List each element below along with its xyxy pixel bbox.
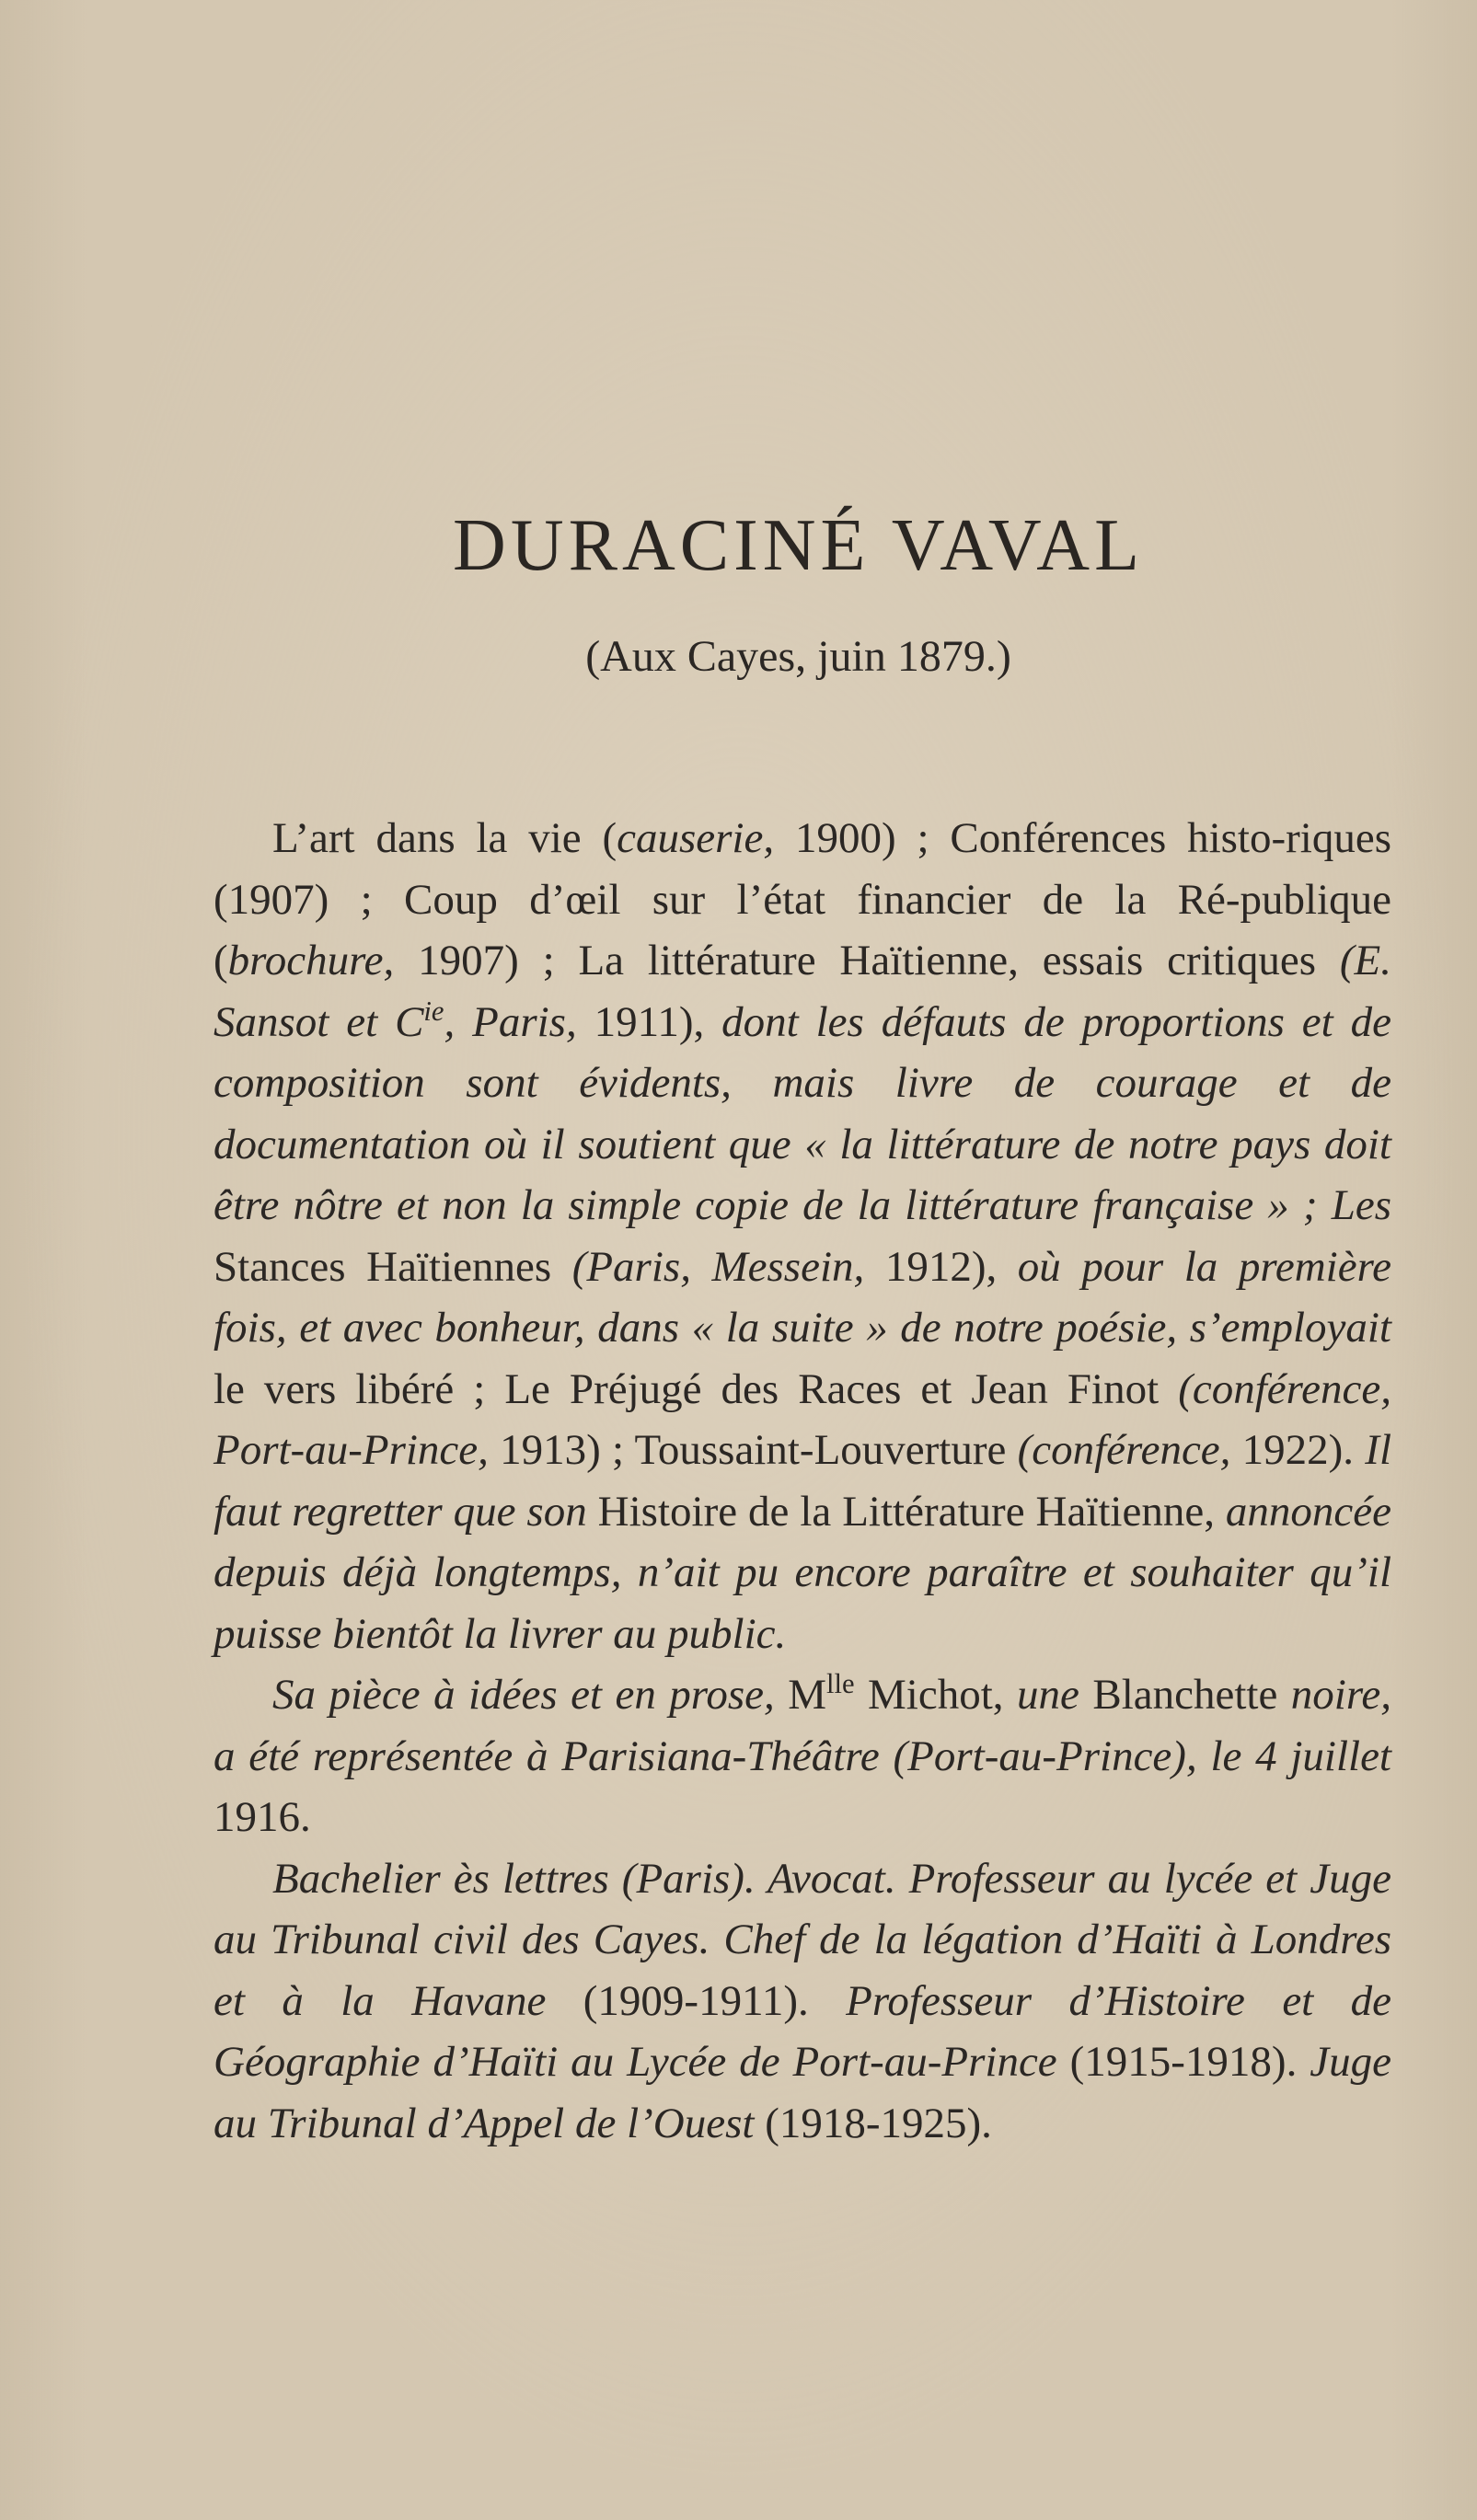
text-run: (1918-1925). bbox=[754, 2099, 992, 2147]
text-run: Professeur d’Histoire et de Géographie d’Haïti au Lycée de Port-au-Prince bbox=[213, 1976, 1392, 2086]
text-run: M bbox=[774, 1671, 826, 1719]
text-run: L’art dans la vie ( bbox=[272, 814, 617, 862]
text-run: , Paris, bbox=[444, 997, 577, 1046]
play-paragraph bbox=[213, 1664, 1391, 1848]
text-run: (conférence, bbox=[1017, 1426, 1231, 1474]
text-run: causerie, bbox=[617, 814, 775, 862]
text-run: ie bbox=[423, 995, 444, 1027]
author-birth: (Aux Cayes, juin 1879.) bbox=[585, 632, 1011, 681]
text-run: le vers libéré ; Le Préjugé des Races et Jean Finot bbox=[213, 1364, 1179, 1413]
text-run: 1900) ; Conférences histo-riques (1907) ; Coup d’œil sur l’état financier de la Ré-publique ( bbox=[213, 814, 1391, 984]
text-run: Stances Haïtiennes bbox=[213, 1242, 572, 1291]
text-run: (conférence, Port-au-Prince, bbox=[213, 1364, 1391, 1474]
bibliography-paragraph bbox=[213, 808, 1391, 1664]
text-run: Juge au Tribunal d’Appel de l’Ouest bbox=[213, 2038, 1391, 2147]
career-paragraph bbox=[213, 1848, 1391, 2155]
text-run: Histoire de la Littérature Haïtienne, bbox=[586, 1487, 1226, 1536]
text-run: 1907) ; La littérature Haïtienne, essais critiques bbox=[394, 937, 1340, 984]
text-run: Sa pièce à idées et en prose, bbox=[272, 1671, 775, 1719]
text-run: Blanchette bbox=[1079, 1671, 1291, 1719]
text-run: 1911), bbox=[576, 997, 722, 1046]
text-run: noire, a été représentée à Parisiana-Théâtre (Port-au-Prince), le 4 juillet bbox=[213, 1671, 1391, 1780]
text-run: une bbox=[1017, 1671, 1079, 1719]
author-name: DURACINÉ VAVAL bbox=[453, 505, 1144, 586]
text-run: (1915-1918). bbox=[1056, 2038, 1310, 2086]
text-run: dont les défauts de proportions et de composition sont évidents, mais livre de courage et de documentation où il soutient que « la littérature de notre pays doit être nôtre et non la simple copie de la littérature française » ; Les bbox=[213, 997, 1391, 1229]
text-run: (1909-1911). bbox=[546, 1976, 847, 2025]
text-run: Bachelier ès lettres (Paris). Avocat. Professeur au lycée et Juge au Tribunal civil des Cayes. Chef de la légation d’Haïti à Londres et à la Havane bbox=[213, 1854, 1391, 2025]
text-run: 1916. bbox=[213, 1793, 311, 1841]
text-run: Il faut regretter que son bbox=[213, 1426, 1392, 1536]
text-run: lle bbox=[826, 1668, 855, 1700]
text-run: Michot, bbox=[854, 1671, 1017, 1719]
text-run: (Paris, Messein, bbox=[571, 1242, 865, 1291]
biography-text bbox=[213, 808, 1391, 2154]
text-run: annoncée depuis déjà longtemps, n’ait pu encore paraître et souhaiter qu’il puisse bientôt la livrer au public. bbox=[213, 1487, 1391, 1658]
text-run: où pour la première fois, et avec bonheur, dans « la suite » de notre poésie, s’employait bbox=[213, 1242, 1392, 1352]
text-run: brochure, bbox=[227, 937, 395, 984]
text-run: 1922). bbox=[1230, 1426, 1366, 1474]
text-run: 1912), bbox=[864, 1242, 1018, 1291]
text-run: 1913) ; Toussaint-Louverture bbox=[488, 1426, 1018, 1474]
text-run: (E. Sansot et C bbox=[213, 937, 1391, 1046]
